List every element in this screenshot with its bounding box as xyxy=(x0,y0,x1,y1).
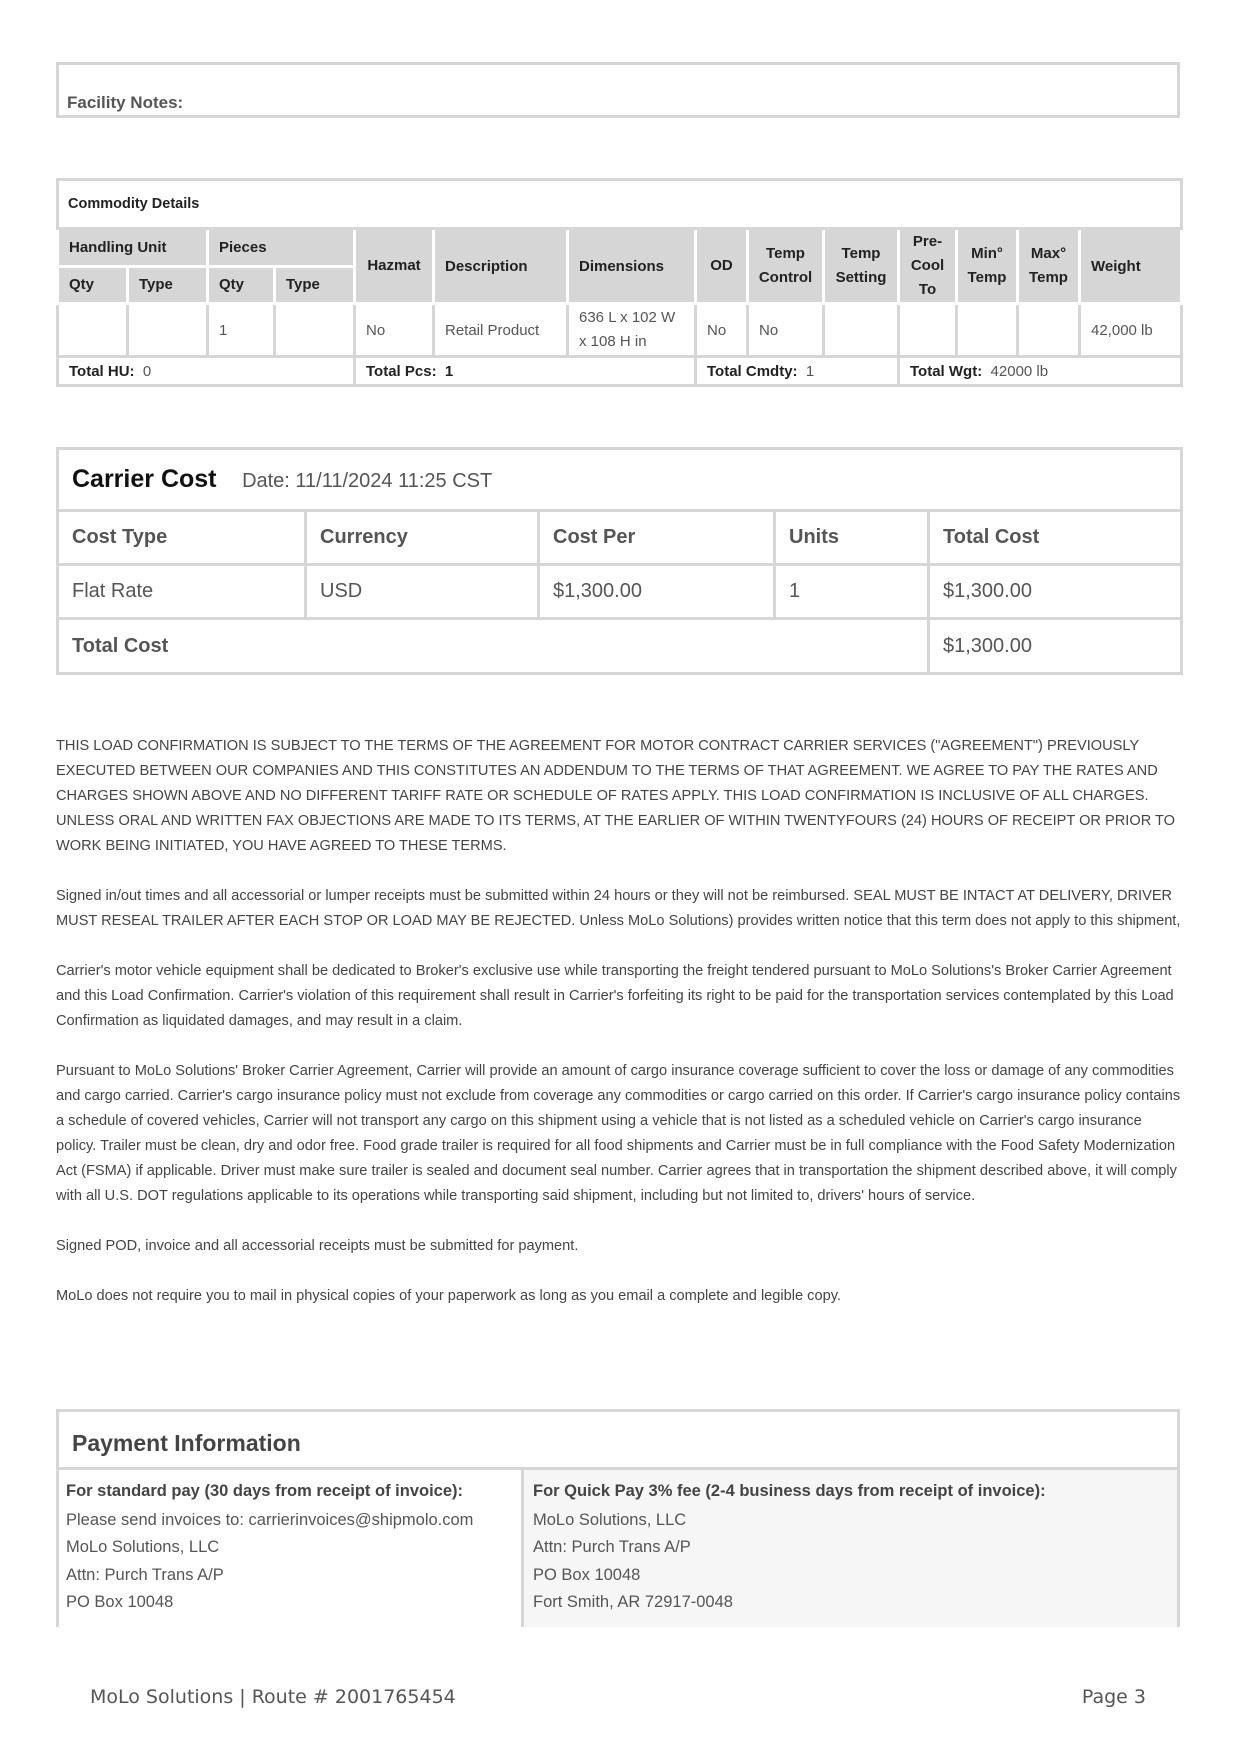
cell-hu-type xyxy=(128,304,208,357)
header-description: Description xyxy=(434,229,568,304)
commodity-details-section xyxy=(56,178,1180,388)
header-temp-control: Temp Control xyxy=(748,229,824,304)
total-wgt-label: Total Wgt: xyxy=(910,362,983,380)
cell-pcs-type xyxy=(275,304,355,357)
cell-pre-cool-to xyxy=(899,304,957,357)
standard-pay-heading: For standard pay (30 days from receipt of invoice): xyxy=(66,1482,464,1500)
standard-pay-line: Please send invoices to: carrierinvoices@shipmolo.com xyxy=(66,1510,474,1529)
header-pieces: Pieces xyxy=(208,229,355,267)
total-hu-value: 0 xyxy=(142,362,152,380)
terms-paragraph: Signed POD, invoice and all accessorial receipts must be submitted for payment. xyxy=(56,1238,579,1254)
commodity-table xyxy=(56,178,1183,387)
standard-pay-column xyxy=(59,1470,524,1627)
total-cost-label: Total Cost xyxy=(58,619,929,674)
table-row xyxy=(58,304,1182,357)
total-pcs xyxy=(355,357,696,386)
header-pcs-qty: Qty xyxy=(208,266,275,304)
standard-pay-line: Attn: Purch Trans A/P xyxy=(66,1565,224,1584)
quick-pay-line: Fort Smith, AR 72917-0048 xyxy=(533,1593,733,1611)
total-hu-label: Total HU: xyxy=(69,362,135,380)
header-max-temp: Max° Temp xyxy=(1018,229,1080,304)
cell-min-temp xyxy=(957,304,1018,357)
header-min-temp: Min° Temp xyxy=(957,229,1018,304)
page-number: Page 3 xyxy=(1081,1686,1146,1708)
total-wgt xyxy=(899,357,1182,386)
cell-hu-qty xyxy=(58,304,128,357)
col-cost-type: Cost Type xyxy=(58,511,306,565)
cell-dimensions: 636 L x 102 W x 108 H in xyxy=(568,304,696,357)
cell-total-cost: $1,300.00 xyxy=(929,565,1182,619)
header-handling-unit: Handling Unit xyxy=(58,229,208,267)
header-od: OD xyxy=(696,229,748,304)
header-weight: Weight xyxy=(1080,229,1182,304)
standard-pay-line: PO Box 10048 xyxy=(66,1593,174,1611)
page-footer xyxy=(90,1686,1146,1708)
total-pcs-value: 1 xyxy=(444,362,454,380)
table-row xyxy=(58,565,1182,619)
cell-od: No xyxy=(696,304,748,357)
commodity-title: Commodity Details xyxy=(58,180,1182,229)
cell-description: Retail Product xyxy=(434,304,568,357)
terms-paragraph: Pursuant to MoLo Solutions' Broker Carrier Agreement, Carrier will provide an amount of cargo insurance coverage sufficient to cover the loss or damage of any commodities and cargo carried. Carrier's cargo insurance policy must not exclude from coverage any commodities or cargo carried on this order. If Carrier's cargo insurance policy contains a schedule of covered vehicles, Carrier will not transport any cargo on this shipment using a vehicle that is not listed as a scheduled vehicle on Carrier's cargo insurance policy. Trailer must be clean, dry and odor free. Food grade trailer is required for all food shipments and Carrier must be in full compliance with the Food Safety Modernization Act (FSMA) if applicable. Driver must make sure trailer is sealed and document seal number. Carrier agrees that in transportation the shipment described above, it will comply with all U.S. DOT regulations applicable to its operations while transporting said shipment, including but not limited to, drivers' hours of service. xyxy=(56,1063,1181,1204)
cell-weight: 42,000 lb xyxy=(1080,304,1182,357)
carrier-cost-title: Carrier Cost xyxy=(72,465,217,493)
cell-units: 1 xyxy=(775,565,929,619)
cell-cost-per: $1,300.00 xyxy=(539,565,775,619)
facility-notes-label: Facility Notes: xyxy=(67,93,184,112)
facility-notes-box xyxy=(56,62,1180,118)
quick-pay-line: Attn: Purch Trans A/P xyxy=(533,1538,691,1556)
header-hazmat: Hazmat xyxy=(355,229,434,304)
header-pcs-type: Type xyxy=(275,266,355,304)
terms-text xyxy=(56,734,1182,1334)
quick-pay-column xyxy=(524,1470,1177,1627)
cell-temp-setting xyxy=(824,304,899,357)
total-wgt-value: 42000 lb xyxy=(990,362,1049,380)
standard-pay-line: MoLo Solutions, LLC xyxy=(66,1538,220,1556)
cell-pcs-qty: 1 xyxy=(208,304,275,357)
quick-pay-line: PO Box 10048 xyxy=(533,1565,641,1584)
header-pre-cool-to: Pre-Cool To xyxy=(899,229,957,304)
carrier-cost-header xyxy=(58,449,1182,511)
terms-paragraph: Carrier's motor vehicle equipment shall be dedicated to Broker's exclusive use while transporting the freight tendered pursuant to MoLo Solutions's Broker Carrier Agreement and this Load Confirmation. Carrier's violation of this requirement shall result in Carrier's forfeiting its right to be paid for the transportation services contemplated by this Load Confirmation as liquidated damages, and may result in a claim. xyxy=(56,963,1174,1029)
col-units: Units xyxy=(775,511,929,565)
col-total-cost: Total Cost xyxy=(929,511,1182,565)
terms-paragraph: MoLo does not require you to mail in physical copies of your paperwork as long as you email a complete and legible copy. xyxy=(56,1288,841,1304)
cell-temp-control: No xyxy=(748,304,824,357)
header-hu-qty: Qty xyxy=(58,266,128,304)
quick-pay-line: MoLo Solutions, LLC xyxy=(533,1510,687,1529)
header-temp-setting: Temp Setting xyxy=(824,229,899,304)
total-cost-value: $1,300.00 xyxy=(929,619,1182,674)
col-cost-per: Cost Per xyxy=(539,511,775,565)
quick-pay-heading: For Quick Pay 3% fee (2-4 business days from receipt of invoice): xyxy=(533,1482,1046,1500)
payment-information-section xyxy=(56,1409,1180,1627)
terms-paragraph: THIS LOAD CONFIRMATION IS SUBJECT TO THE TERMS OF THE AGREEMENT FOR MOTOR CONTRACT CARRIER SERVICES ("AGREEMENT") PREVIOUSLY EXECUTED BETWEEN OUR COMPANIES AND THIS CONSTITUTES AN ADDENDUM TO THE TERMS OF THAT AGREEMENT. WE AGREE TO PAY THE RATES AND CHARGES SHOWN ABOVE AND NO DIFFERENT TARIFF RATE OR SCHEDULE OF RATES APPLY. THIS LOAD CONFIRMATION IS INCLUSIVE OF ALL CHARGES. UNLESS ORAL AND WRITTEN FAX OBJECTIONS ARE MADE TO ITS TERMS, AT THE EARLIER OF WITHIN TWENTYFOURS (24) HOURS OF RECEIPT OR PRIOR TO WORK BEING INITIATED, YOU HAVE AGREED TO THESE TERMS. xyxy=(56,738,1176,854)
carrier-cost-date: Date: 11/11/2024 11:25 CST xyxy=(242,470,493,492)
total-cmdty xyxy=(696,357,899,386)
totals-row xyxy=(58,357,1182,386)
total-cmdty-value: 1 xyxy=(805,362,815,380)
cell-currency: USD xyxy=(306,565,539,619)
carrier-cost-section xyxy=(56,447,1180,674)
cell-cost-type: Flat Rate xyxy=(58,565,306,619)
cell-max-temp xyxy=(1018,304,1080,357)
total-hu xyxy=(58,357,355,386)
footer-route: MoLo Solutions | Route # 2001765454 xyxy=(90,1686,456,1708)
header-dimensions: Dimensions xyxy=(568,229,696,304)
carrier-cost-table xyxy=(56,447,1183,675)
payment-title: Payment Information xyxy=(59,1412,1177,1470)
col-currency: Currency xyxy=(306,511,539,565)
terms-paragraph: Signed in/out times and all accessorial or lumper receipts must be submitted within 24 hours or they will not be reimbursed. SEAL MUST BE INTACT AT DELIVERY, DRIVER MUST RESEAL TRAILER AFTER EACH STOP OR LOAD MAY BE REJECTED. Unless MoLo Solutions) provides written notice that this term does not apply to this shipment, xyxy=(56,888,1181,929)
total-cmdty-label: Total Cmdty: xyxy=(707,362,798,380)
cell-hazmat: No xyxy=(355,304,434,357)
header-hu-type: Type xyxy=(128,266,208,304)
total-pcs-label: Total Pcs: xyxy=(366,362,437,380)
